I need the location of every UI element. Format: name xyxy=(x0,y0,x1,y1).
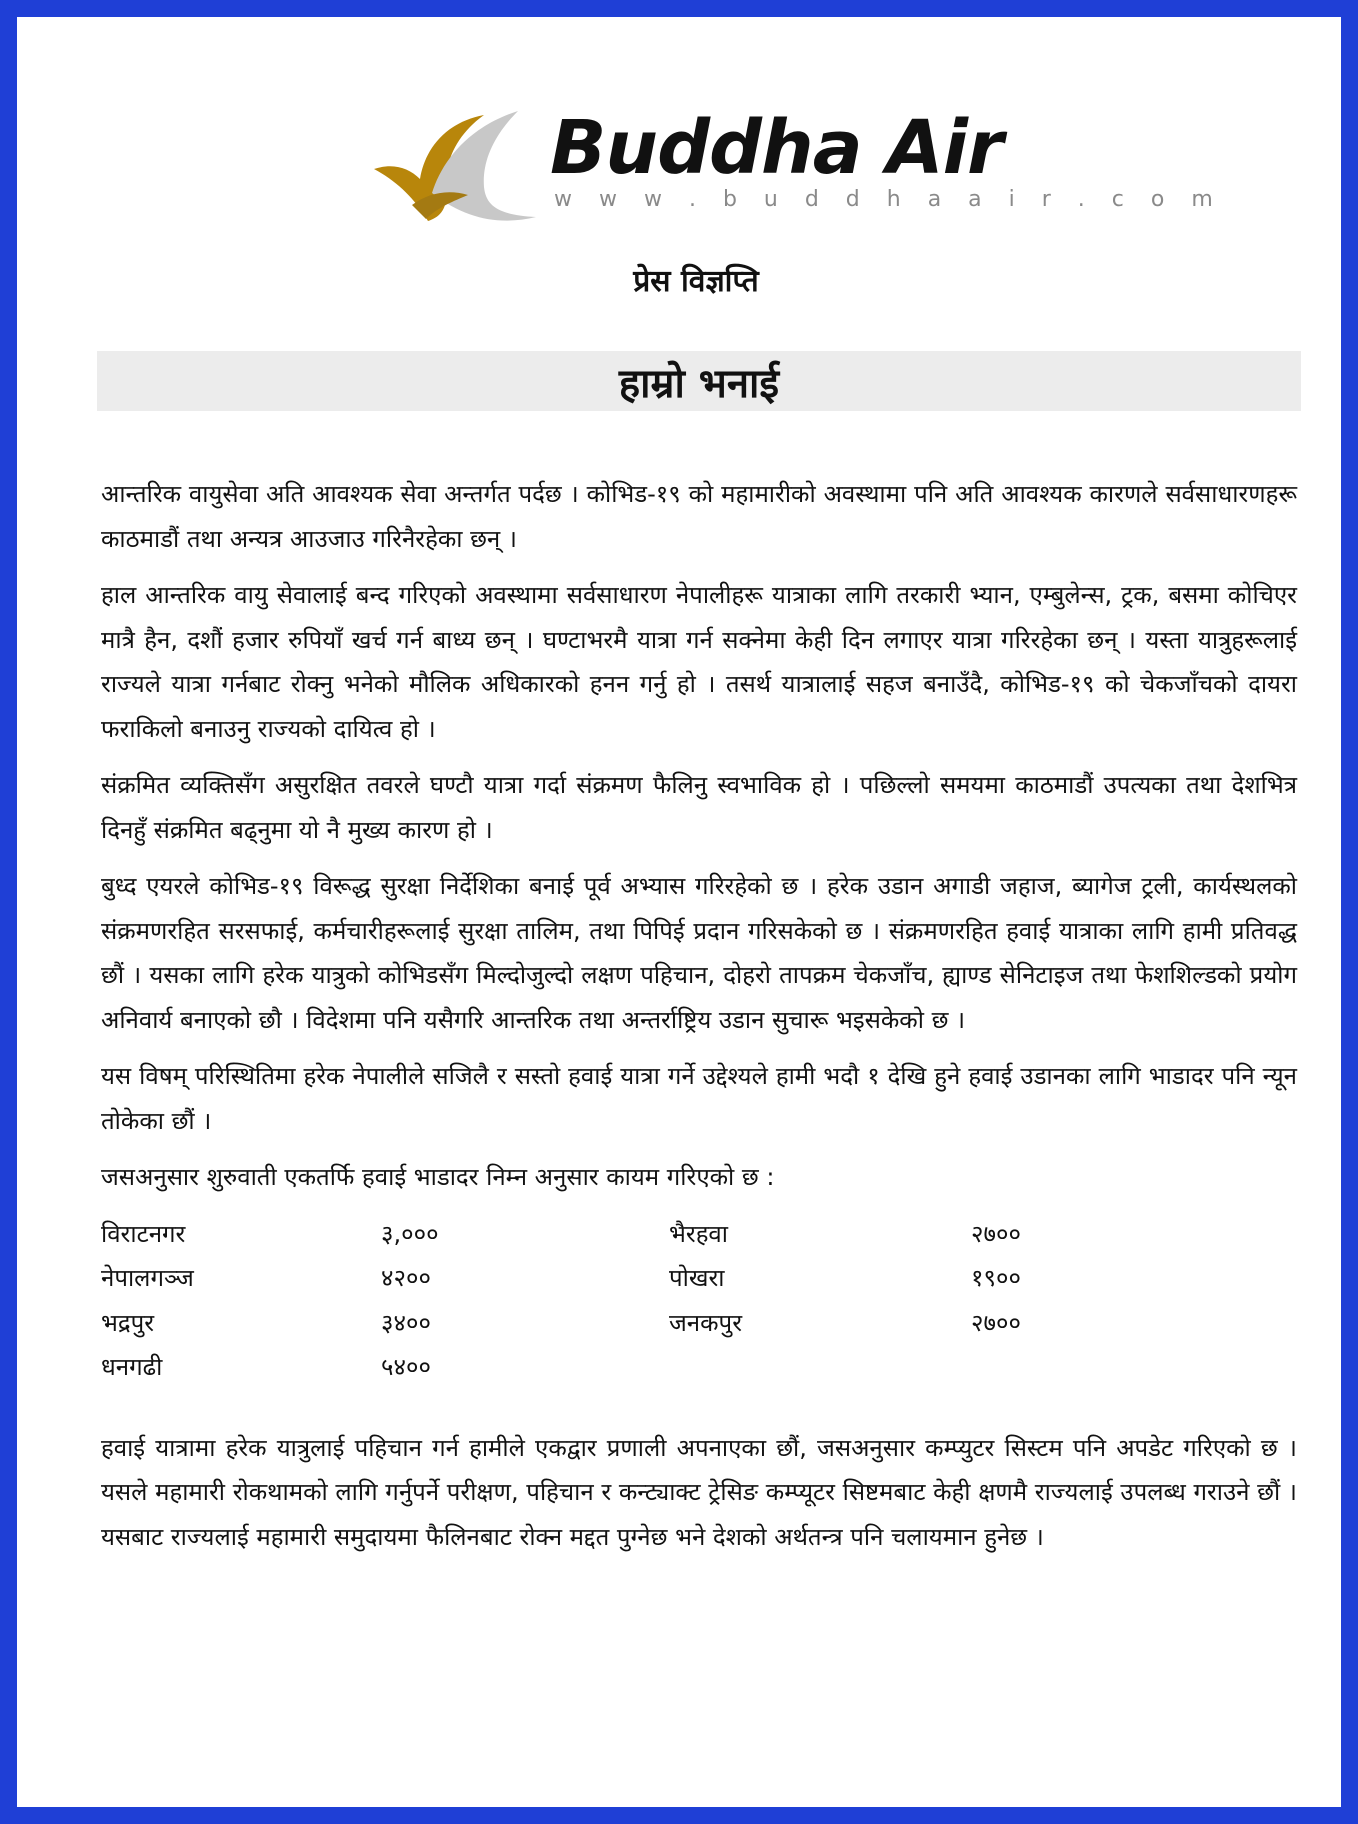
brand-url: w w w . b u d d h a a i r . c o m xyxy=(554,187,1223,212)
fare-table xyxy=(101,1212,1297,1390)
paragraph: हाल आन्तरिक वायु सेवालाई बन्द गरिएको अवस्थामा सर्वसाधारण नेपालीहरू यात्राका लागि तरकारी भ्यान, एम्बुलेन्स, ट्रक, बसमा कोचिएर मात्रै हैन, दशौं हजार रुपियाँ खर्च गर्न बाध्य छन् । घण्टाभरमै यात्रा गर्न सक्नेमा केही दिन लगाएर यात्रा गरिरहेका छन् । यस्ता यात्रुहरूलाई राज्यले यात्रा गर्नबाट रोक्नु भनेको मौलिक अधिकारको हनन गर्नु हो । तसर्थ यात्रालाई सहज बनाउँदै, कोभिड-१९ को चेकजाँचको दायरा फराकिलो बनाउनु राज्यको दायित्व हो । xyxy=(101,581,1297,743)
body-text xyxy=(101,472,1297,1571)
fare-amount: २७०० xyxy=(971,1308,1021,1337)
fare-city: पोखरा xyxy=(669,1264,725,1292)
buddha-air-logo xyxy=(372,105,1223,225)
paragraph: बुध्द एयरले कोभिड-१९ विरूद्ध सुरक्षा निर्देशिका बनाई पूर्व अभ्यास गरिरहेको छ । हरेक उडान अगाडी जहाज, ब्यागेज ट्रली, कार्यस्थलको संक्रमणरहित सरसफाई, कर्मचारीहरूलाई सुरक्षा तालिम, तथा पिपिई प्रदान गरिसकेको छ । संक्रमणरहित हवाई यात्राका लागि हामी प्रतिवद्ध छौं । यसका लागि हरेक यात्रुको कोभिडसँग मिल्दोजुल्दो लक्षण पहिचान, दोहरो तापक्रम चेकजाँच, ह्याण्ड सेनिटाइज तथा फेशशिल्डको प्रयोग अनिवार्य बनाएको छौ । विदेशमा पनि यसैगरि आन्तरिक तथा अन्तर्राष्ट्रिय उडान सुचारू भइसकेको छ । xyxy=(101,872,1297,1034)
fare-city: विराटनगर xyxy=(101,1219,186,1248)
paragraph: आन्तरिक वायुसेवा अति आवश्यक सेवा अन्तर्गत पर्दछ । कोभिड-१९ को महामारीको अवस्थामा पनि अति आवश्यक कारणले सर्वसाधारणहरू काठमाडौं तथा अन्यत्र आउजाउ गरिनैरहेका छन् । xyxy=(101,480,1297,553)
paragraph: यस विषम् परिस्थितिमा हरेक नेपालीले सजिलै र सस्तो हवाई यात्रा गर्ने उद्देश्यले हामी भदौ १ देखि हुने हवाई उडानका लागि भाडादर पनि न्यून तोकेका छौं । xyxy=(101,1062,1297,1135)
fare-amount: २७०० xyxy=(971,1219,1021,1248)
fare-amount: ४२०० xyxy=(381,1264,431,1292)
page-title: हाम्रो भनाई xyxy=(618,360,780,407)
fare-city: जनकपुर xyxy=(669,1308,743,1337)
fare-amount: १९०० xyxy=(971,1264,1021,1292)
fare-city: नेपालगञ्ज xyxy=(101,1264,194,1292)
press-release-label: प्रेस विज्ञप्ति xyxy=(633,264,759,299)
closing-paragraph: हवाई यात्रामा हरेक यात्रुलाई पहिचान गर्न हामीले एकद्वार प्रणाली अपनाएका छौं, जसअनुसार कम्प्युटर सिस्टम पनि अपडेट गरिएको छ । यसले महामारी रोकथामको लागि गर्नुपर्ने परीक्षण, पहिचान र कन्ट्याक्ट ट्रेसिङ कम्प्यूटर सिष्टमबाट केही क्षणमै राज्यलाई उपलब्ध गराउने छौं । यसबाट राज्यलाई महामारी समुदायमा फैलिनबाट रोक्न मद्दत पुग्नेछ भने देशको अर्थतन्त्र पनि चलायमान हुनेछ । xyxy=(101,1433,1297,1551)
brand-name: Buddha Air xyxy=(550,105,1003,191)
fare-amount: ३,००० xyxy=(381,1219,439,1248)
fare-amount: ३४०० xyxy=(381,1308,431,1337)
fare-amount: ५४०० xyxy=(381,1353,431,1381)
fare-city: भद्रपुर xyxy=(101,1308,155,1337)
fare-city: धनगढी xyxy=(101,1353,163,1381)
fares-intro: जसअनुसार शुरुवाती एकतर्फि हवाई भाडादर निम्न अनुसार कायम गरिएको छ : xyxy=(101,1163,775,1191)
bird-logo-icon xyxy=(372,105,552,225)
title-band xyxy=(97,351,1301,411)
paragraph: संक्रमित व्यक्तिसँग असुरक्षित तवरले घण्टौ यात्रा गर्दा संक्रमण फैलिनु स्वभाविक हो । पछिल्लो समयमा काठमाडौं उपत्यका तथा देशभित्र दिनहुँ संक्रमित बढ्नुमा यो नै मुख्य कारण हो । xyxy=(101,771,1297,844)
fare-city: भैरहवा xyxy=(669,1219,728,1248)
